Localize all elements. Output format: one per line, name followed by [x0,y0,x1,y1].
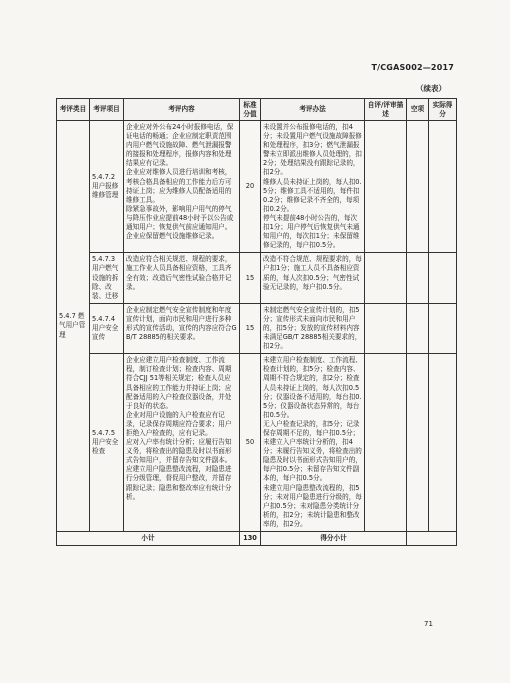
col-actual-score: 实际得分 [429,99,457,121]
content-line: 企业应对维修人员进行培训和考核，考核合格具备相应的工作能力后方可持证上岗；应为维修人员配备适用的维修工具。 [126,168,232,204]
score-cell: 15 [240,253,261,303]
col-empty-item: 空项 [407,99,429,121]
col-category: 考评类目 [57,99,90,121]
method-cell [261,253,365,303]
empty-item-cell [407,121,429,253]
method-line: 维修人员未持证上岗的，每人扣0.5分；维修工具不适用的，每件扣0.2分；维修记录不齐全的，每项扣0.2分。 [263,177,362,213]
col-method: 考评办法 [261,99,365,121]
score-subtotal-value [407,532,457,546]
method-line: 未建立用户检查制度、工作流程、检查计划的，扣5分；检查内容、周期不符合规定的，扣2分；检查人员未持证上岗的，每人次扣0.5分；仪器设备不适用的，每台扣0.5分；仪器设备状态异常的，每台扣0.5分。 [263,356,362,419]
method-cell [261,354,365,532]
col-self-eval: 自评/评审描述 [365,99,407,121]
method-line: 未设置并公布报修电话的，扣4分；未设置用户燃气设施故障报修和处理程序，扣3分；燃气泄漏报警未立即派出维修人员处理的，扣2分；处理结果没有跟踪记录的，扣2分。 [263,123,362,177]
content-line: 企业对用户设施的入户检查应有记录，记录保存周期应符合要求；用户拒绝入户检查的，应有记录。 [126,410,232,437]
empty-item-cell [407,303,429,353]
content-cell [124,354,240,532]
self-eval-cell [365,121,407,253]
category-cell: 5.4.7 燃气用户管理 [57,121,90,532]
col-content: 考评内容 [124,99,240,121]
empty-item-cell [407,253,429,303]
content-line: 企业应对外公布24小时报修电话，保证电话的畅通；企业应制定职责范围内用户燃气设施故障、燃气泄漏报警的接报和处理程序，报修内容和处理结果应有记录。 [126,123,234,168]
score-cell: 50 [240,354,261,532]
item-cell: 5.4.7.5 用户安全检查 [90,354,124,532]
continued-label: （续表） [416,84,446,93]
content-cell [124,121,240,253]
method-line: 未建立用户隐患整改流程的，扣5分；未对用户隐患进行分级的，每户扣0.5分；未对隐患分类统计分析的，扣2分；未统计隐患和整改率的，扣2分。 [263,483,362,528]
content-line: 企业应建立用户检查制度、工作流程，制订检查计划；检查内容、周期符合CJJ 51等相关规定；检查人员应具备相应的工作能力并持证上岗；应配备适用的入户检查仪器设备，并处于良好的状态。 [126,356,232,410]
content-line: 应建立用户隐患整改流程，对隐患进行分级管理，督促用户整改，并留存跟踪记录；隐患和整改率应有统计分析。 [126,465,232,501]
self-eval-cell [365,354,407,532]
method-cell [261,121,365,253]
content-cell [124,253,240,303]
actual-score-cell [429,303,457,353]
subtotal-score: 130 [240,532,261,546]
table-row [57,354,457,532]
table-row [57,253,457,303]
subtotal-label: 小计 [57,532,240,546]
table-row [57,303,457,353]
item-cell: 5.4.7.4 用户安全宣传 [90,303,124,353]
item-cell: 5.4.7.2 用户报修维修管理 [90,121,124,253]
empty-item-cell [407,354,429,532]
document-code: T/CGAS002—2017 [371,63,454,72]
content-line: 除紧急事故外，影响用户用气的停气与降压作业应提前48小时予以公告或通知用户；恢复供气前应通知用户。 [126,204,234,232]
item-cell: 5.4.7.3 用户燃气设施的拆除、改装、迁移 [90,253,124,303]
actual-score-cell [429,354,457,532]
self-eval-cell [365,253,407,303]
method-line: 改造不符合规范、规程要求的，每户扣1分；施工人员不具备相应资质的，每人次扣0.5分；气密性试验无记录的，每户扣0.5分。 [263,255,362,291]
score-cell: 15 [240,303,261,353]
method-line: 无入户检查记录的，扣5分；记录保存周期不足的，每户扣0.5分；未建立入户率统计分析的，扣4分；未履行告知义务，将检查出的隐患及时以书面形式告知用户的，每户扣0.5分；未留存告知文件副本的，每户扣0.5分。 [263,419,362,483]
content-line: 改造应符合相关规范、规程的要求，施工作业人员具备相应资格，工具齐全有效；改造后气密性试验合格并记录。 [126,255,232,291]
score-subtotal-label: 得分小计 [261,532,407,546]
page-number: 71 [424,620,433,628]
col-score: 标准分值 [240,99,261,121]
content-line: 应对入户率有统计分析；应履行告知义务，将检查出的隐患及时以书面形式告知用户，并留存告知文件副本。 [126,438,232,465]
table-header-row [57,99,457,121]
score-cell: 20 [240,121,261,253]
content-line: 企业应制定燃气安全宣传制度和年度宣传计划，面向市民和用户进行多种形式的宣传活动，宣传的内容应符合GB/T 28885的相关要求。 [126,305,237,342]
method-line: 未制定燃气安全宣传计划的，扣5分；宣传形式未面向市民和用户的，扣5分；发放的宣传材料内容未满足GB/T 28885相关要求的，扣2分。 [263,305,362,351]
actual-score-cell [429,121,457,253]
method-line: 停气未提前48小时公告的，每次扣1分；用户停气后恢复供气未通知用户的，每次扣1分；未保留维修记录的，每户扣0.5分。 [263,213,360,250]
content-line: 企业应保留燃气设施维修记录。 [126,232,219,241]
col-item: 考评项目 [90,99,124,121]
subtotal-row [57,532,457,546]
content-cell [124,303,240,353]
table-row [57,121,457,253]
evaluation-table [56,98,457,546]
method-cell [261,303,365,353]
actual-score-cell [429,253,457,303]
self-eval-cell [365,303,407,353]
